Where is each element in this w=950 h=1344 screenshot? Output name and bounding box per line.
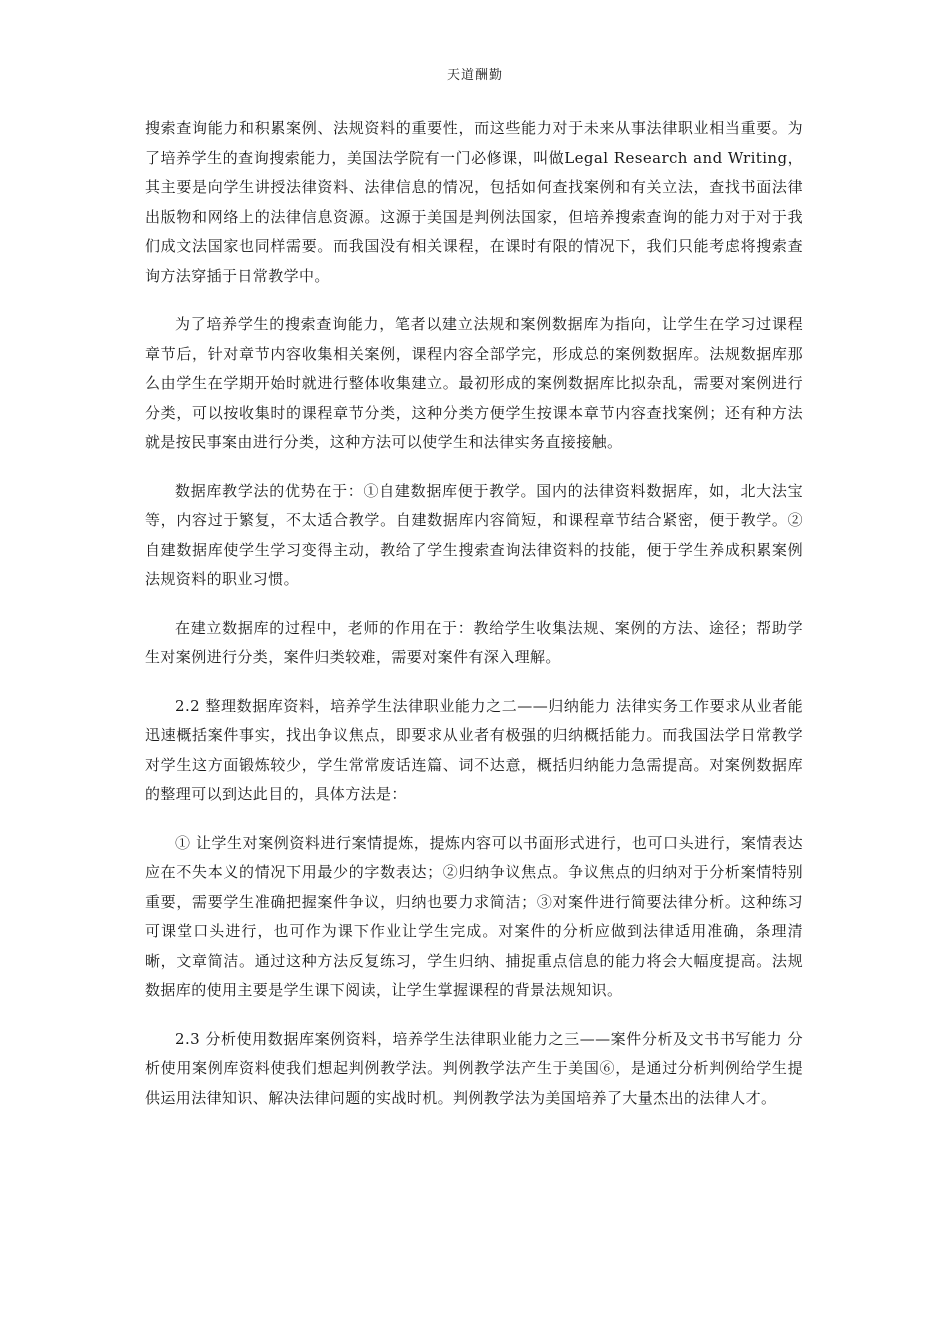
paragraph-6: ① 让学生对案例资料进行案情提炼，提炼内容可以书面形式进行，也可口头进行，案情表达应在不失本义的情况下用最少的字数表达；②归纳争议焦点。争议焦点的归纳对于分析案情特别重要，需要学生准确把握案件争议，归纳也要力求简洁；③对案件进行简要法律分析。这种练习可课堂口头进行，也可作为课下作业让学生完成。对案件的分析应做到法律适用准确，条理清晰，文章简洁。通过这种方法反复练习，学生归纳、捕捉重点信息的能力将会大幅度提高。法规数据库的使用主要是学生课下阅读，让学生掌握课程的背景法规知识。 xyxy=(145,833,803,999)
paragraph-1: 搜索查询能力和积累案例、法规资料的重要性，而这些能力对于未来从事法律职业相当重要。为了培养学生的查询搜索能力，美国法学院有一门必修课，叫做Legal Research and Writing，其主要是向学生讲授法律资料、法律信息的情况，包括如何查找案例和有关立法，查找书面法律出版物和网络上的法律信息资源。这源于美国是判例法国家，但培养搜索查询的能力对于对于我们成文法国家也同样需要。而我国没有相关课程，在课时有限的情况下，我们只能考虑将搜索查询方法穿插于日常教学中。 xyxy=(145,119,803,285)
paragraph-2: 为了培养学生的搜索查询能力，笔者以建立法规和案例数据库为指向，让学生在学习过课程章节后，针对章节内容收集相关案例，课程内容全部学完，形成总的案例数据库。法规数据库那么由学生在学期开始时就进行整体收集建立。最初形成的案例数据库比拟杂乱，需要对案例进行分类，可以按收集时的课程章节分类，这种分类方便学生按课本章节内容查找案例；还有种方法就是按民事案由进行分类，这种方法可以使学生和法律实务直接接触。 xyxy=(145,315,803,451)
paragraph-3: 数据库教学法的优势在于：①自建数据库便于教学。国内的法律资料数据库，如，北大法宝等，内容过于繁复，不太适合教学。自建数据库内容简短，和课程章节结合紧密，便于教学。②自建数据库使学生学习变得主动，教给了学生搜索查询法律资料的技能，便于学生养成积累案例法规资料的职业习惯。 xyxy=(145,481,803,588)
paragraph-7: 2.3 分析使用数据库案例资料，培养学生法律职业能力之三——案件分析及文书书写能力 分析使用案例库资料使我们想起判例教学法。判例教学法产生于美国⑥，是通过分析判例给学生提供运用法律知识、解决法律问题的实战时机。判例教学法为美国培养了大量杰出的法律人才。 xyxy=(145,1029,803,1107)
paragraph-5: 2.2 整理数据库资料，培养学生法律职业能力之二——归纳能力 法律实务工作要求从业者能迅速概括案件事实，找出争议焦点，即要求从业者有极强的归纳概括能力。而我国法学日常教学对学生这方面锻炼较少，学生常常废话连篇、词不达意，概括归纳能力急需提高。对案例数据库的整理可以到达此目的，具体方法是： xyxy=(145,696,803,803)
document-body xyxy=(145,114,803,1132)
paragraph-4: 在建立数据库的过程中，老师的作用在于：教给学生收集法规、案例的方法、途径；帮助学生对案例进行分类，案件归类较难，需要对案件有深入理解。 xyxy=(145,618,803,666)
page-header: 天道酬勤 xyxy=(446,68,503,83)
